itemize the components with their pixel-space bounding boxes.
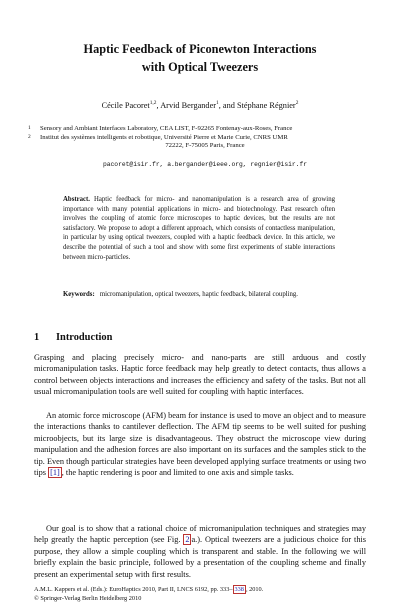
title-line-2: with Optical Tweezers [141,60,259,74]
paragraph-1: Grasping and placing precisely micro- and nano-parts are still arduous and costly micromanipulation tasks. Haptic force feedback may help greatly to detect contacts, thus allows a control between objects interactions and increases the efficiency and safety of the tasks. But not all usual micromanipulation tools are well suited for coupling with haptic interfaces. [34,353,366,397]
paragraph-text: Our goal is to show that a rational choice of micromanipulation techniques and strategies may help greatly the haptic perception (see Fig. [34,524,366,545]
paper-title [40,40,360,76]
author-list [30,98,370,111]
author-name: Arvid Bergander [160,100,217,110]
keywords-text: micromanipulation, optical tweezers, haptic feedback, bilateral coupling. [99,291,298,298]
affiliation-text: Institut des systèmes intelligents et robotique, Université Pierre et Marie Curie, CNRS UMR [40,134,288,141]
abstract [63,195,335,262]
section-number: 1 [34,332,40,343]
abstract-label: Abstract. [63,196,90,203]
author-name: Cécile Pacoret [101,100,150,110]
section-title: Introduction [56,332,113,343]
figure-link[interactable]: 2 [185,535,190,545]
affiliation-1 [28,124,370,133]
affiliation-number: 2 [28,134,31,140]
paragraph-text: a.). Optical tweezers are a judicious choice for this purpose, they allow a simple coupling which is transparent and stable. In the following we will briefly explain the basic principle, followed by a presentation of the coupling scheme and finally present an experimental setup with first results. [34,535,367,579]
citation-link[interactable]: [1] [50,468,60,478]
footer-copyright: © Springer-Verlag Berlin Heidelberg 2010 [34,595,142,603]
page-link[interactable]: 338 [234,586,244,593]
page-footer [34,585,366,603]
title-line-1: Haptic Feedback of Piconewton Interactions [83,42,317,56]
paragraph-2 [34,410,366,478]
section-heading [34,332,112,343]
keywords-label: Keywords: [63,291,95,298]
paragraph-text: , the haptic rendering is poor and limited to one axis and simple tasks. [61,468,294,478]
author-separator: , and [218,100,237,110]
author-affiliation-mark: 1,2 [149,100,157,106]
footer-text: A.M.L. Kappers et al. (Eds.): EuroHaptics 2010, Part II, LNCS 6192, pp. 333– [34,586,233,593]
footer-citation [34,585,366,594]
author-affiliation-mark: 2 [295,100,299,106]
footer-text: , 2010. [245,586,264,593]
author-separator: , [156,100,161,110]
paragraph-3 [34,523,366,580]
author-name: Stéphane Régnier [236,100,296,110]
affiliation-number: 1 [28,125,31,131]
abstract-text: Haptic feedback for micro- and nanomanipulation is a research area of growing importance with many potential applications in micro- and biotechnology. Past research often involves the coupling of atomic force microscopes to haptic devices, but the results are not satisfactory. We propose to adopt a different approach, which consists of contactless manipulation, in particular by using optical tweezers, coupled with a haptic feedback device. In this article, we describe the potential of such a tool and show with some first experiments of stable interactions between micro-particles. [63,196,335,261]
paragraph-text: An atomic force microscope (AFM) beam for instance is used to move an object and to measure the interactions thanks to cantilever deflection. The AFM tip seems to be well suited for pushing microobjects, but its large size is disadvantageous. They obstruct the microscope view during manipulation and the adhesion forces are also important on its surfaces and the samples stick to the tip. Even though particular strategies have been developed applying surface treatments or using two tips [34,411,366,478]
author-affiliation-mark: 1 [216,100,219,106]
author-emails: pacoret@isir.fr, a.bergander@ieee.org, regnier@isir.fr [102,161,308,168]
affiliation-2-continued: 72222, F-75005 Paris, France [165,142,245,149]
keywords [63,290,335,300]
affiliation-text: Sensory and Ambiant Interfaces Laboratory, CEA LIST, F-92265 Fontenay-aux-Roses, France [40,125,293,132]
